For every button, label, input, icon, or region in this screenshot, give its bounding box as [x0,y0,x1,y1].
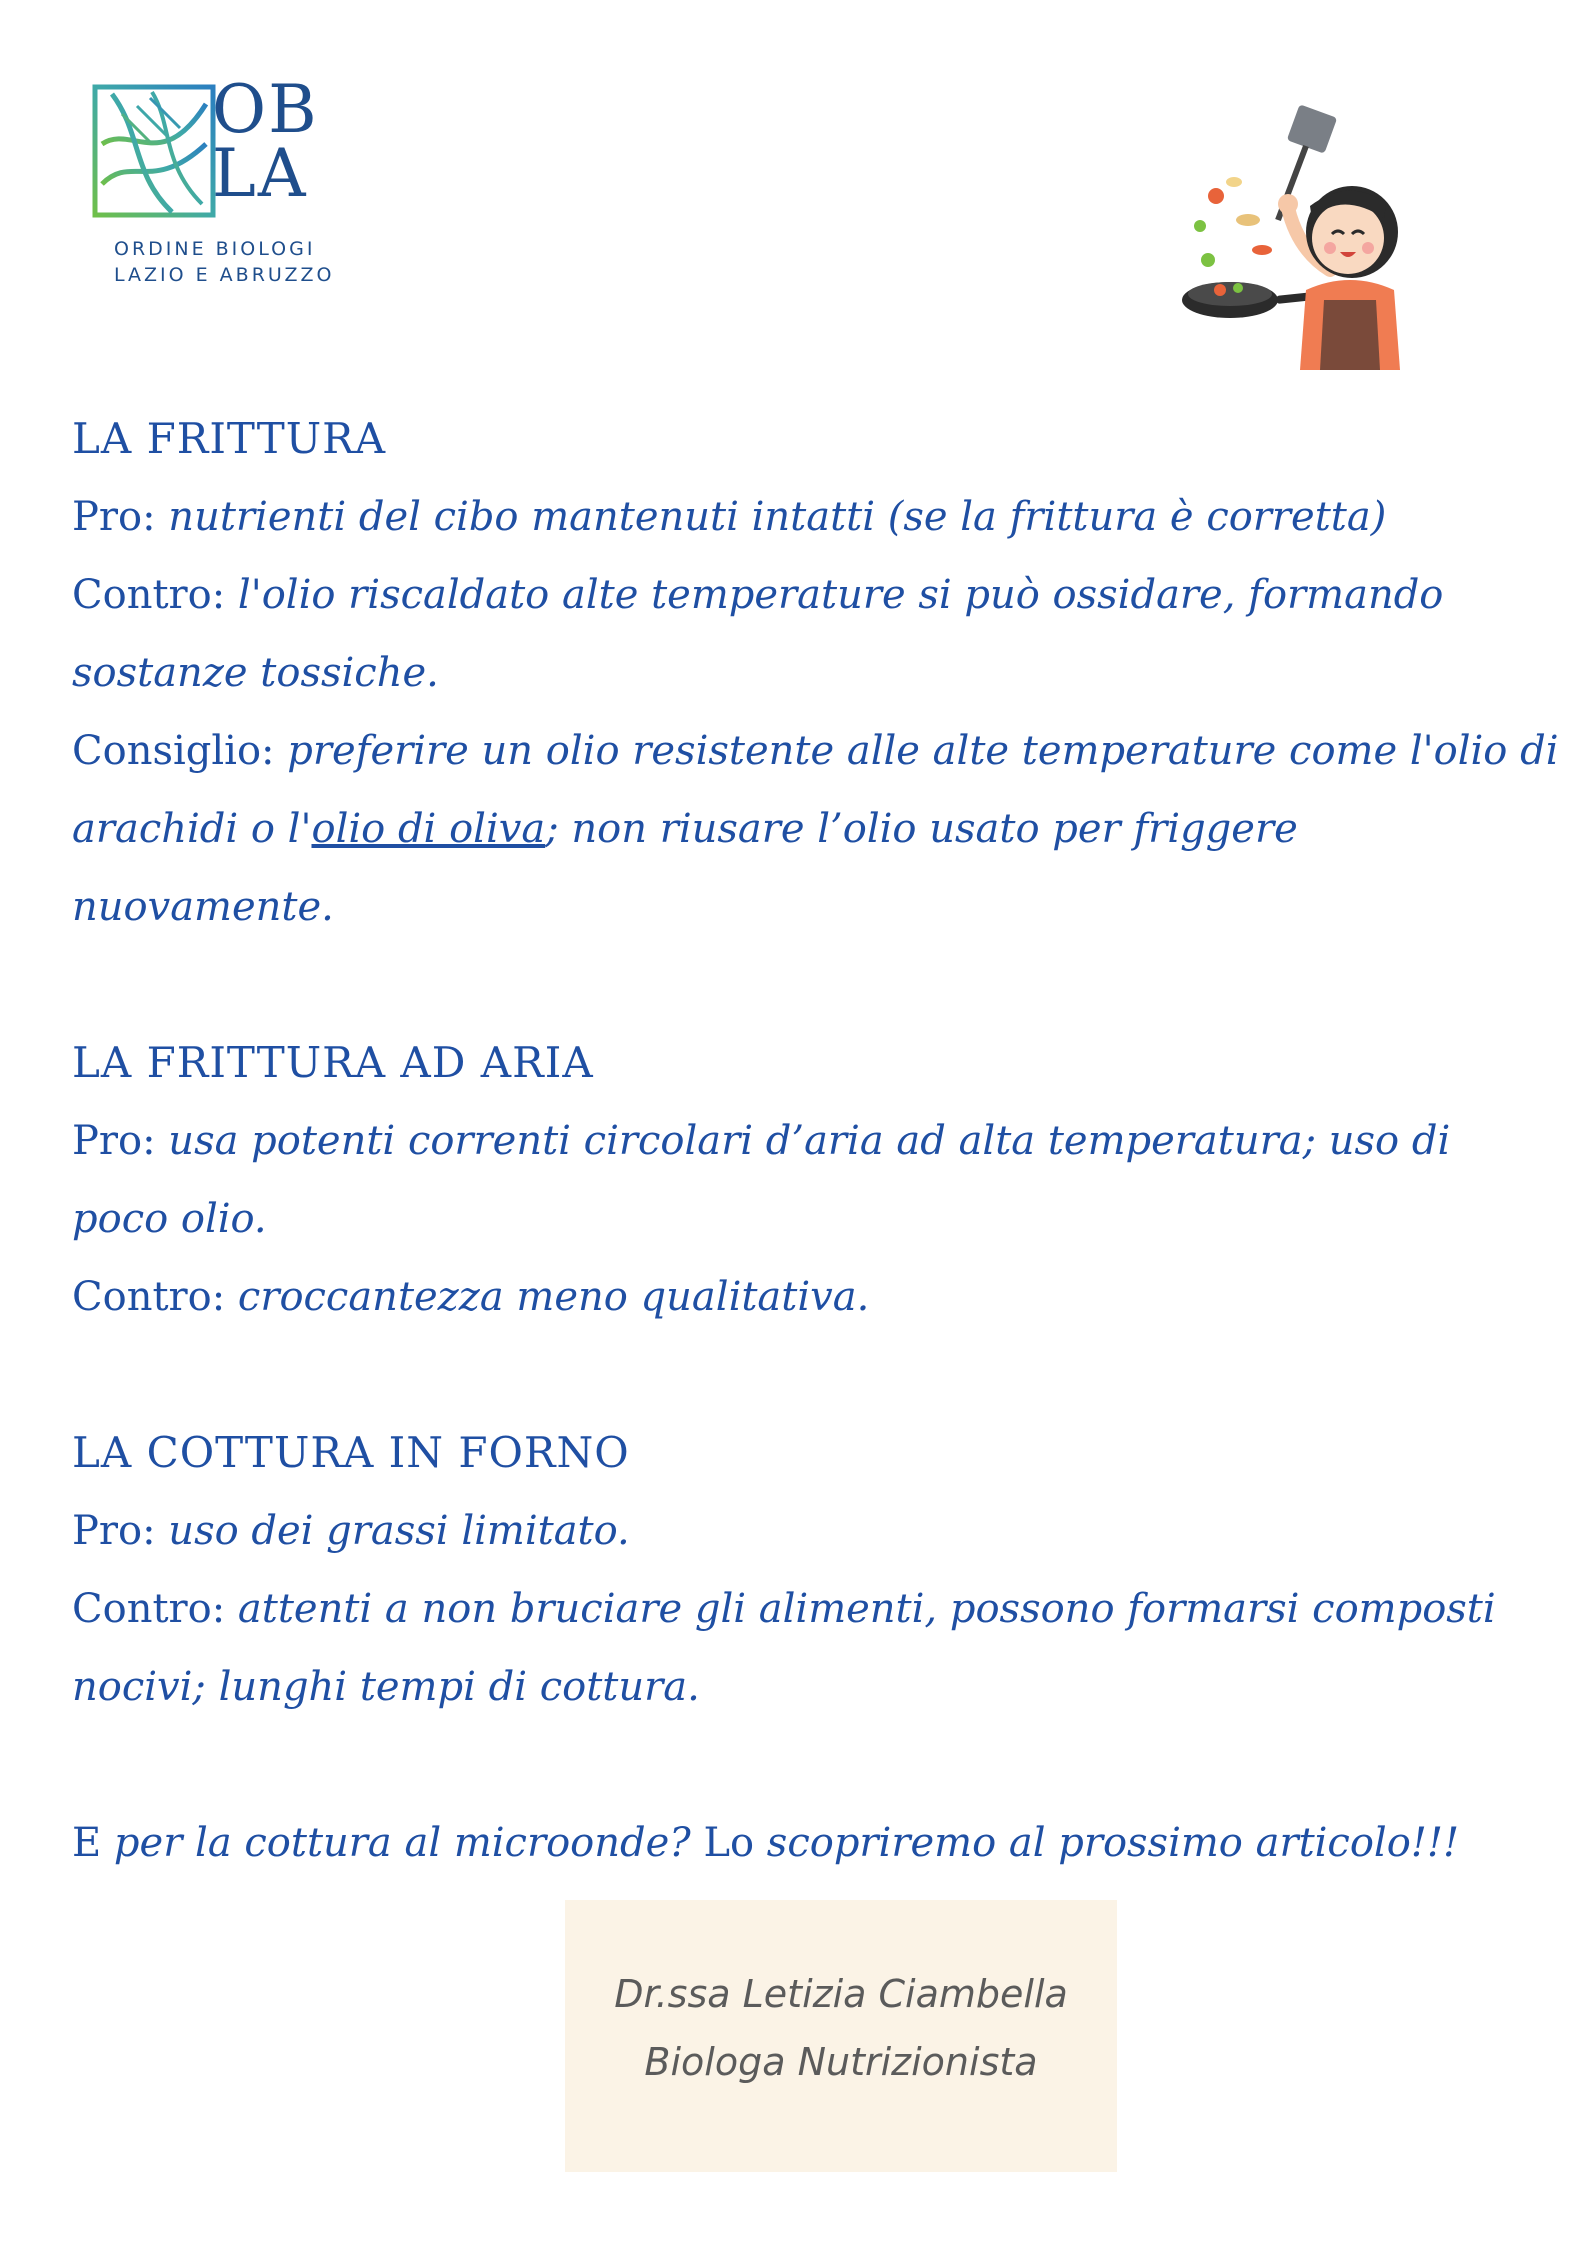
aria-contro-line [72,1258,1542,1336]
contro-text: attenti a non bruciare gli alimenti, possono formarsi composti [225,1586,1496,1632]
contro-label: Contro: [72,1274,226,1320]
obla-logo-mark [92,84,216,218]
frittura-pro-line [72,478,1542,556]
logo-letters [212,71,319,212]
pro-label: Pro: [72,494,156,540]
pro-label: Pro: [72,1118,156,1164]
logo-subtitle [114,236,334,288]
forno-contro-line [72,1570,1542,1648]
logo-letters-bottom: LA [212,135,308,212]
aria-pro-line-2: poco olio. [72,1196,267,1242]
olio-di-oliva-link[interactable]: olio di oliva [311,806,546,852]
forno-contro-line-2: nocivi; lunghi tempi di cottura. [72,1664,700,1710]
consiglio-text-2b: ; non riusare l’olio usato per friggere [545,806,1298,852]
forno-pro-line [72,1492,1542,1570]
closing-line [72,1804,1542,1882]
frittura-contro-line [72,556,1542,634]
frittura-consiglio-line-3: nuovamente. [72,884,334,930]
contro-label: Contro: [72,1586,226,1632]
closing-text: per la cottura al microonde? [101,1820,704,1866]
pro-text: uso dei grassi limitato. [155,1508,630,1554]
closing-text-2: scopriremo al prossimo articolo!!! [754,1820,1460,1866]
closing-e: E [72,1820,102,1866]
obla-logo [92,71,352,294]
logo-letters-top: OB [212,71,319,148]
frittura-contro-line-2: sostanze tossiche. [72,650,439,696]
logo-subtitle-line-2: LAZIO E ABRUZZO [114,264,335,286]
signature-name: Dr.ssa Letizia Ciambella [614,1972,1068,2016]
consiglio-text: preferire un olio resistente alle alte temperature come l'olio di [274,728,1559,774]
pro-text: nutrienti del cibo mantenuti intatti (se la frittura è corretta) [155,494,1387,540]
closing-lo: Lo [703,1820,755,1866]
contro-text: croccantezza meno qualitativa. [225,1274,870,1320]
contro-label: Contro: [72,572,226,618]
section-heading-frittura: LA FRITTURA [72,414,387,463]
section-heading-frittura-ad-aria: LA FRITTURA AD ARIA [72,1038,594,1087]
consiglio-label: Consiglio: [72,728,275,774]
logo-subtitle-line-1: ORDINE BIOLOGI [114,238,316,260]
pro-label: Pro: [72,1508,156,1554]
signature-box [565,1900,1117,2172]
signature-title: Biologa Nutrizionista [644,2040,1038,2084]
consiglio-text-2a: arachidi o l' [72,806,312,852]
pro-text: usa potenti correnti circolari d’aria ad alta temperatura; uso di [155,1118,1451,1164]
woman-cooking-illustration [1180,100,1420,370]
contro-text: l'olio riscaldato alte temperature si può ossidare, formando [225,572,1444,618]
frittura-consiglio-line [72,712,1559,790]
aria-pro-line [72,1102,1542,1180]
article-body [72,400,1559,1882]
section-heading-cottura-in-forno: LA COTTURA IN FORNO [72,1428,630,1477]
frittura-consiglio-line-2 [72,790,1542,868]
